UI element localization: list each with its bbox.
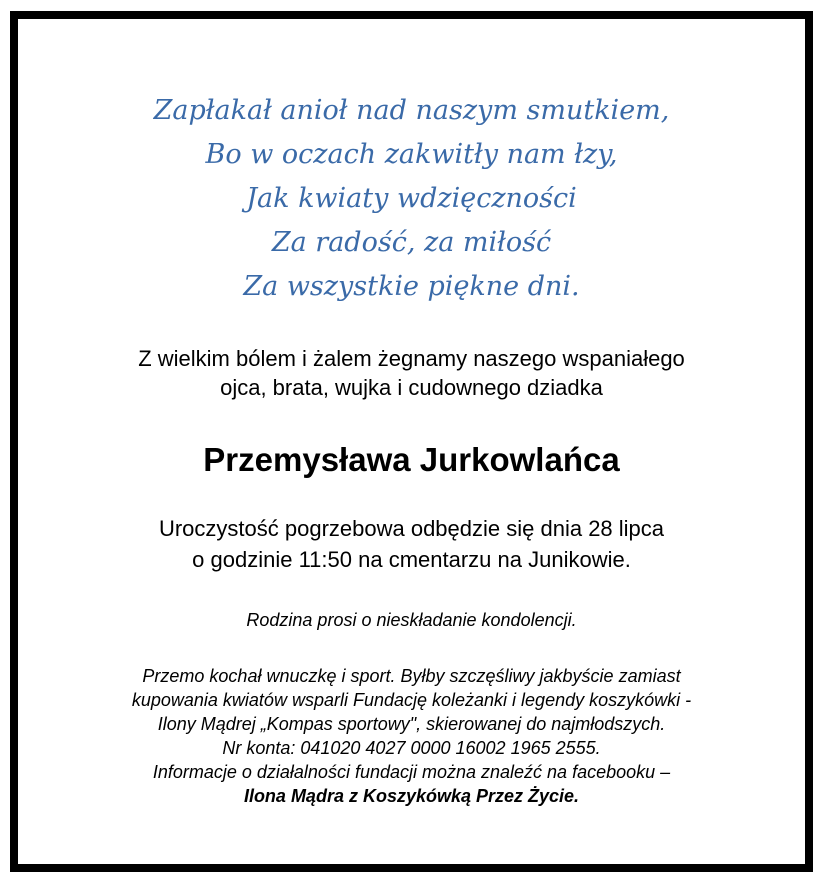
poem-line: Jak kwiaty wdzięczności (246, 183, 577, 214)
intro-text (18, 344, 805, 402)
deceased-name: Przemysława Jurkowlańca (203, 441, 620, 478)
info-line: Nr konta: 041020 4027 0000 16002 1965 2555. (222, 738, 601, 758)
poem (18, 89, 805, 309)
foundation-name: Ilona Mądra z Koszykówką Przez Życie. (243, 786, 580, 806)
ceremony-line: o godzinie 11:50 na cmentarzu na Junikowie. (192, 547, 631, 572)
info-line: Przemo kochał wnuczkę i sport. Byłby szczęśliwy jakbyście zamiast (142, 666, 681, 686)
condolence-request: Rodzina prosi o nieskładanie kondolencji. (246, 610, 577, 630)
intro-line: Z wielkim bólem i żalem żegnamy naszego wspaniałego (138, 346, 685, 371)
poem-line: Zapłakał anioł nad naszym smutkiem, (153, 95, 670, 126)
poem-line: Bo w oczach zakwitły nam łzy, (205, 139, 618, 170)
obituary-frame (10, 11, 813, 872)
info-line: Ilony Mądrej „Kompas sportowy", skierowanej do najmłodszych. (157, 714, 666, 734)
intro-line: ojca, brata, wujka i cudownego dziadka (220, 375, 603, 400)
poem-line: Za radość, za miłość (271, 227, 552, 258)
foundation-info (18, 664, 805, 808)
ceremony-line: Uroczystość pogrzebowa odbędzie się dnia 28 lipca (158, 516, 665, 541)
info-line: kupowania kwiatów wsparli Fundację koleżanki i legendy koszykówki - (131, 690, 692, 710)
info-line: Informacje o działalności fundacji można znaleźć na facebooku – (152, 762, 671, 782)
ceremony-info (18, 513, 805, 575)
poem-line: Za wszystkie piękne dni. (243, 271, 580, 302)
